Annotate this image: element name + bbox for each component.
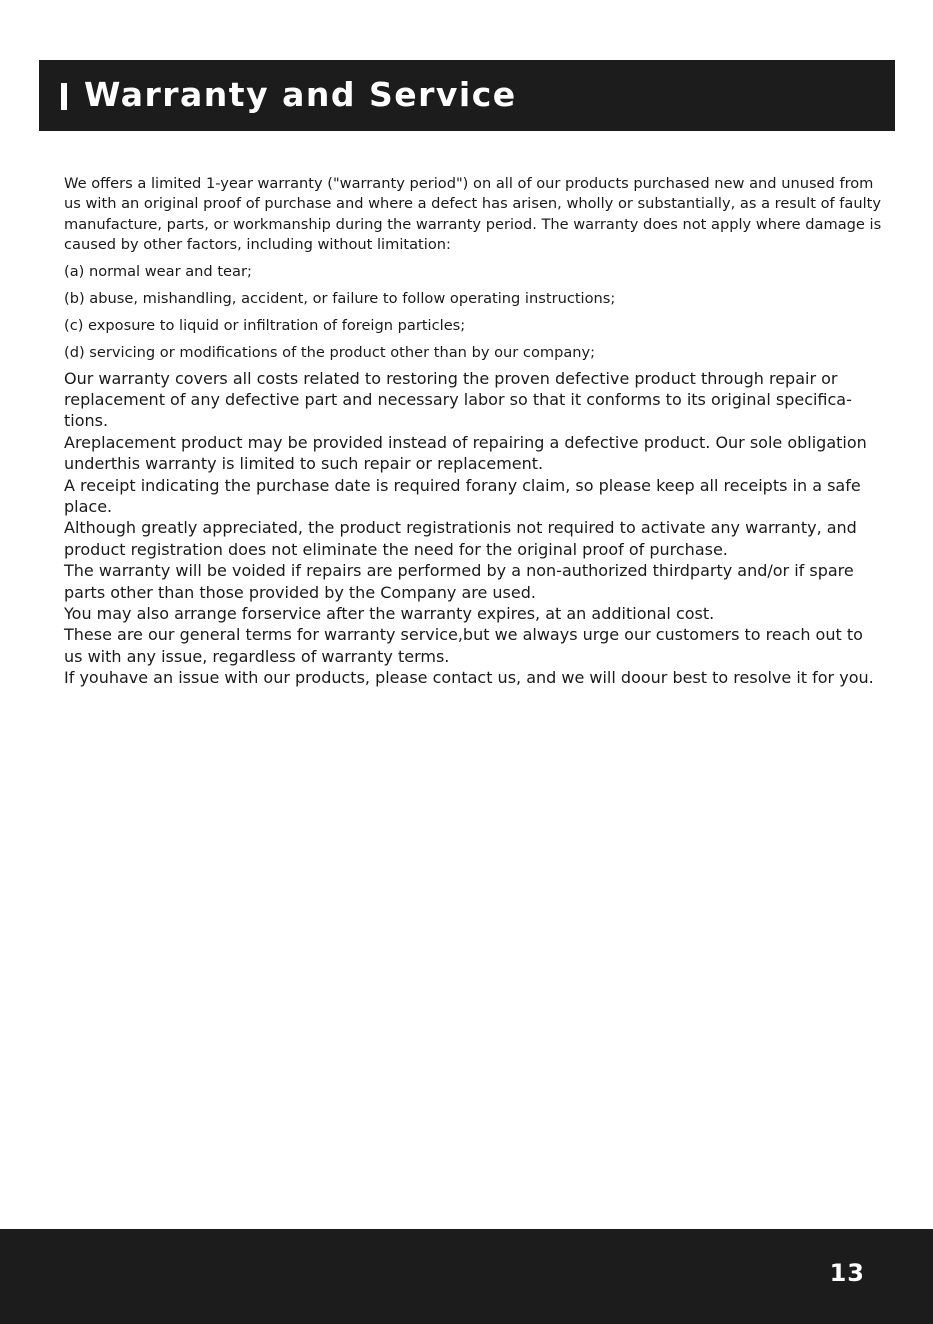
page-title: Warranty and Service	[84, 75, 517, 114]
replacement-paragraph: Areplacement product may be provided instead of repairing a defective product. Our sole obligation underthis warranty is limited to such repair or replacement.	[64, 432, 867, 474]
condition-item-d: (d) servicing or modifications of the product other than by our company;	[64, 344, 596, 362]
header-accent-bar	[61, 83, 67, 110]
void-paragraph: The warranty will be voided if repairs are performed by a non-authorized thirdparty and/or if spare parts other than those provided by the Company are used.	[64, 561, 854, 602]
footer-bar	[0, 1229, 933, 1324]
registration-paragraph: Although greatly appreciated, the product registrationis not required to activate any warranty, and product registration does not eliminate the need for the original proof of purchase.	[64, 518, 857, 559]
contact-paragraph: If youhave an issue with our products, please contact us, and we will doour best to resolve it for you.	[64, 668, 874, 688]
receipt-paragraph: A receipt indicating the purchase date is required forany claim, so please keep all receipts in a safe place.	[64, 475, 861, 516]
post-warranty-paragraph: You may also arrange forservice after the warranty expires, at an additional cost.	[64, 604, 715, 624]
condition-item-a: (a) normal wear and tear;	[64, 262, 252, 280]
warranty-text	[64, 174, 884, 689]
coverage-paragraph: Our warranty covers all costs related to restoring the proven defective product through repair or replacement of any defective part and necessary labor so that it conforms to its original specifica-tions.	[64, 368, 852, 431]
condition-item-c: (c) exposure to liquid or infiltration of foreign particles;	[64, 317, 466, 335]
page-number: 13	[829, 1259, 865, 1287]
condition-item-b: (b) abuse, mishandling, accident, or failure to follow operating instructions;	[64, 290, 616, 308]
general-terms-paragraph: These are our general terms for warranty service,but we always urge our customers to reach out to us with any issue, regardless of warranty terms.	[64, 625, 863, 666]
intro-paragraph: We offers a limited 1-year warranty ("warranty period") on all of our products purchased new and unused from us with an original proof of purchase and where a defect has arisen, wholly or substantially, as a result of faulty manufacture, parts, or workmanship during the warranty period. The warranty does not apply where damage is caused by other factors, including without limitation:	[64, 175, 882, 253]
